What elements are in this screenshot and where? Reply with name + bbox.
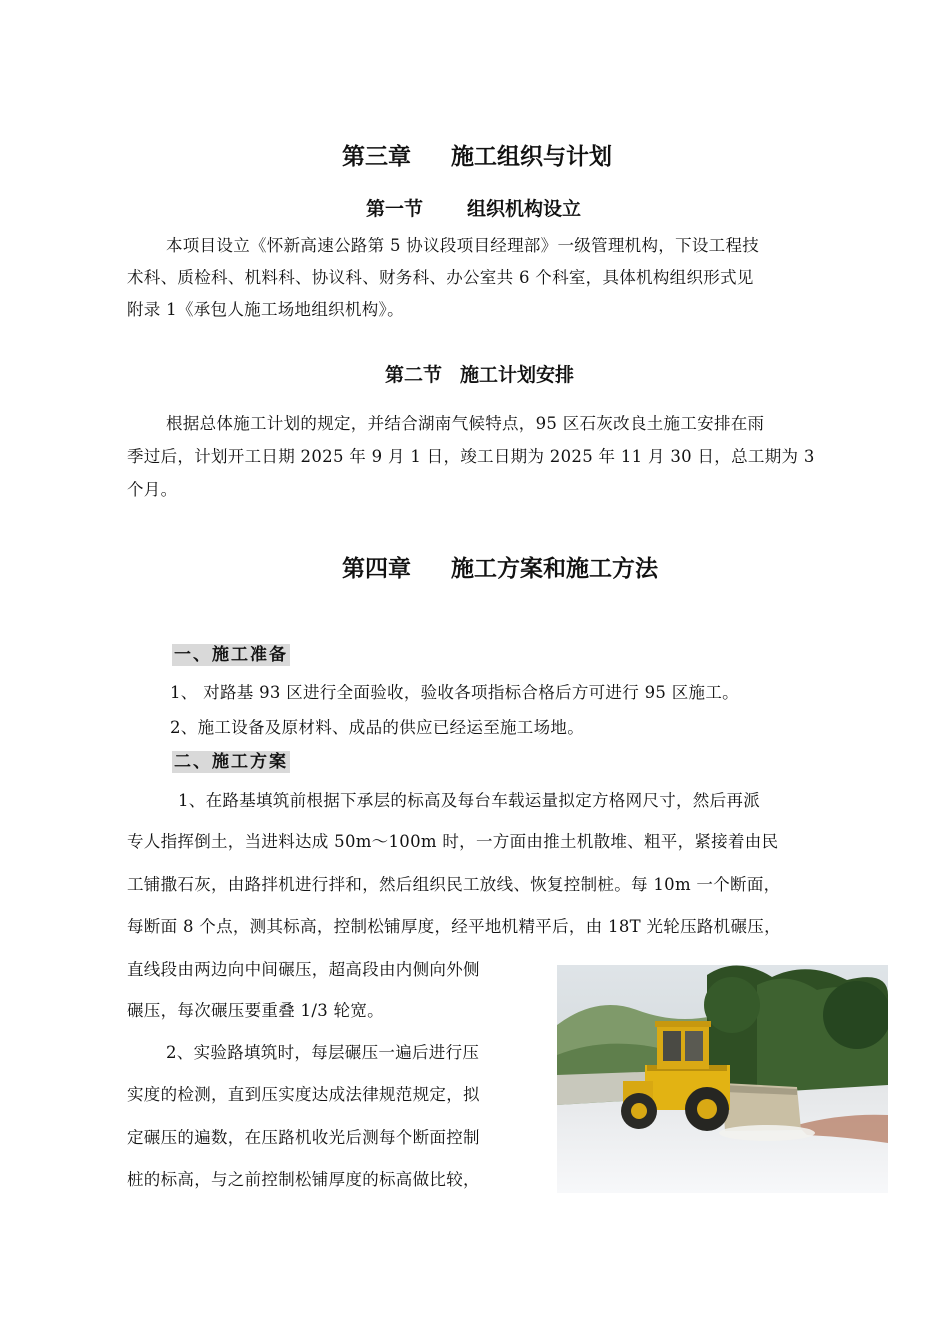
section-1-text: 组织机构设立 [467,198,582,220]
chapter-3-title [342,138,612,171]
plan-heading-text: 二、施工方案 [174,752,288,772]
section-2-line-1: 根据总体施工计划的规定，并结合湖南气候特点，95 区石灰改良土施工安排在雨 [166,414,765,433]
section-2-number: 第二节 [385,364,443,386]
plan-line-1: 1、在路基填筑前根据下承层的标高及每台车载运量拟定方格网尺寸，然后再派 [178,791,760,810]
section-2-text: 施工计划安排 [460,364,575,386]
section-1-title [366,194,581,221]
construction-photo [557,965,888,1193]
plan-line-8: 实度的检测，直到压实度达成法律规范规定，拟 [127,1085,480,1104]
chapter-4-title [342,550,658,583]
plan-line-7: 2、实验路填筑时，每层碾压一遍后进行压 [166,1043,480,1062]
section-1-line-2: 术科、质检科、机料科、协议科、财务科、办公室共 6 个科室，具体机构组织形式见 [127,268,754,287]
chapter-3-number: 第三章 [342,144,411,170]
prep-heading [172,640,290,665]
road-mixer-photo-image [557,965,888,1193]
section-2-title [385,360,574,387]
plan-line-6: 碾压，每次碾压要重叠 1/3 轮宽。 [127,1001,384,1020]
section-1-line-1: 本项目设立《怀新高速公路第 5 协议段项目经理部》一级管理机构，下设工程技 [166,236,760,255]
plan-heading [172,747,290,772]
prep-heading-text: 一、施工准备 [174,645,288,665]
plan-line-5: 直线段由两边向中间碾压，超高段由内侧向外侧 [127,960,480,979]
chapter-4-number: 第四章 [342,556,411,582]
section-1-line-3: 附录 1《承包人施工场地组织机构》。 [127,300,404,319]
plan-line-10: 桩的标高，与之前控制松铺厚度的标高做比较， [127,1170,480,1189]
prep-item-1: 1、 对路基 93 区进行全面验收，验收各项指标合格后方可进行 95 区施工。 [170,683,739,702]
section-2-line-2: 季过后，计划开工日期 2025 年 9 月 1 日，竣工日期为 2025 年 11 月 30 日，总工期为 3 [127,447,815,466]
plan-line-9: 定碾压的遍数，在压路机收光后测每个断面控制 [127,1128,480,1147]
plan-line-2: 专人指挥倒土，当进料达成 50m～100m 时，一方面由推土机散堆、粗平，紧接着由民 [127,832,779,851]
chapter-4-text: 施工方案和施工方法 [451,556,658,582]
chapter-3-text: 施工组织与计划 [451,144,612,170]
prep-item-2: 2、施工设备及原材料、成品的供应已经运至施工场地。 [170,718,584,737]
plan-line-3: 工铺撒石灰，由路拌机进行拌和，然后组织民工放线、恢复控制桩。每 10m 一个断面， [127,875,781,894]
plan-line-4: 每断面 8 个点，测其标高，控制松铺厚度，经平地机精平后，由 18T 光轮压路机碾压， [127,917,781,936]
section-1-number: 第一节 [366,198,424,220]
section-2-line-3: 个月。 [127,480,178,499]
